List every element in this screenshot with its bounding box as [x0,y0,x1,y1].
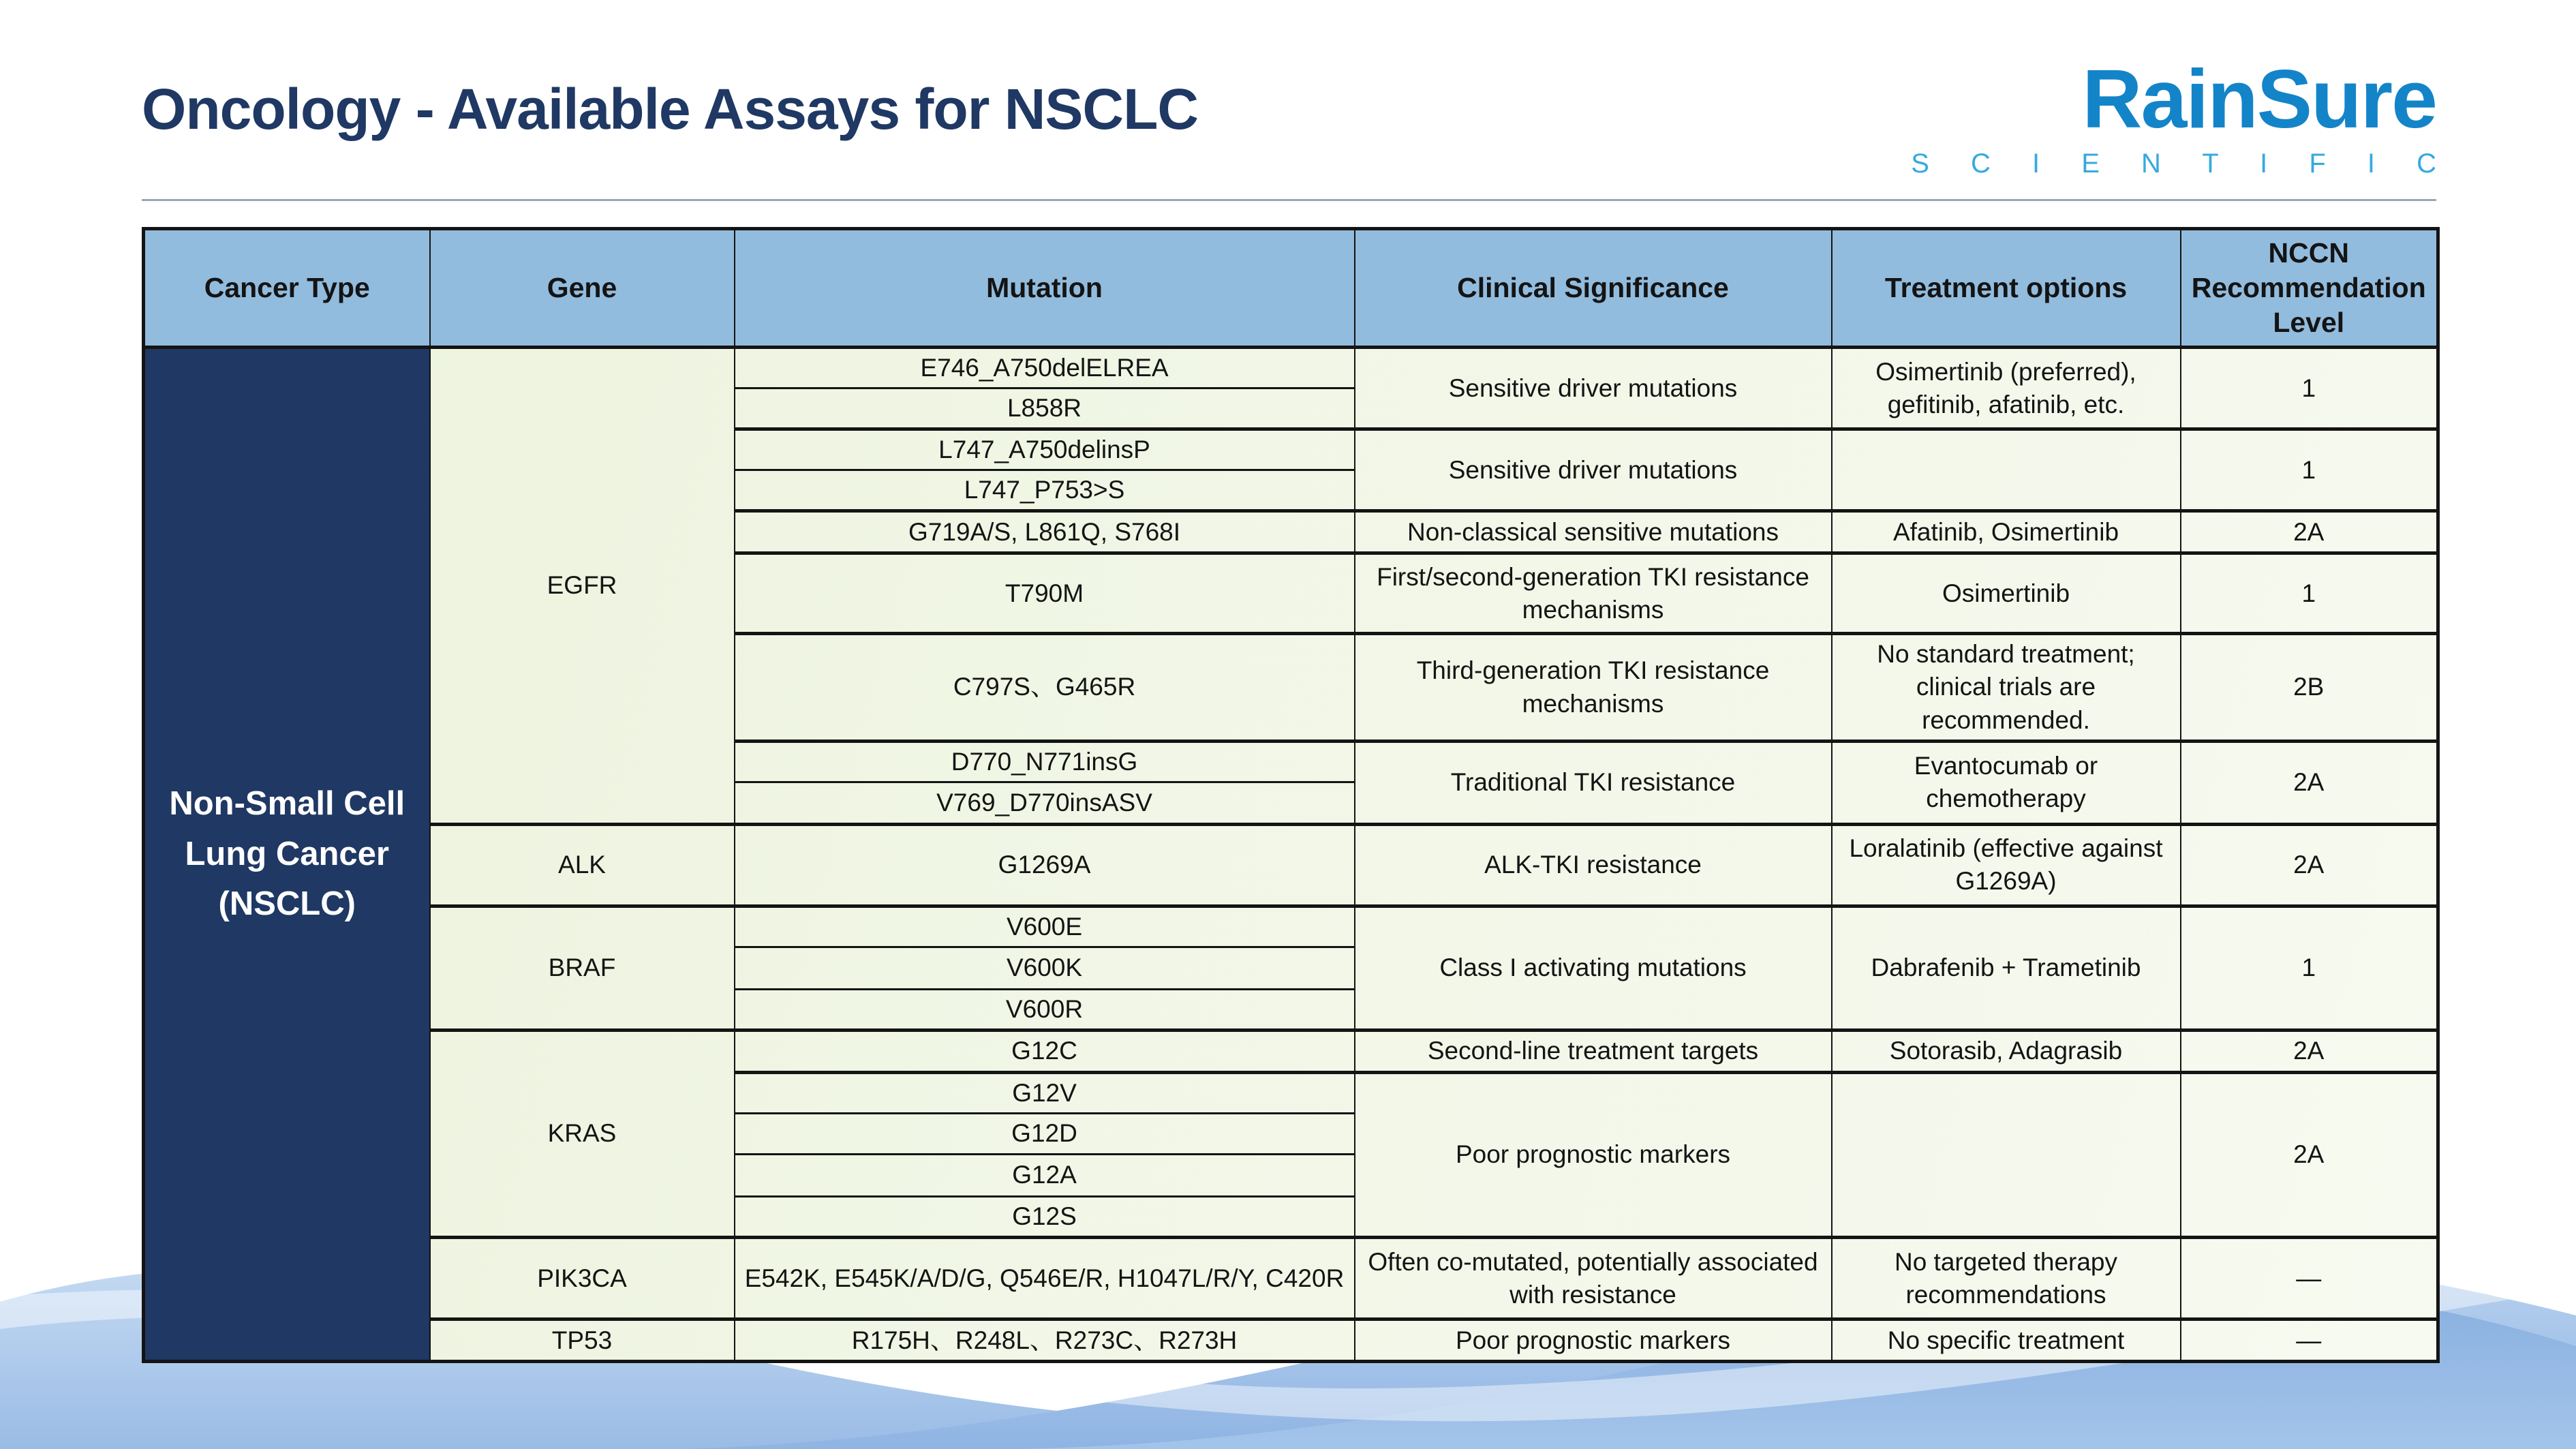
clinical-significance-cell: ALK-TKI resistance [1355,824,1832,906]
treatment-options-cell: Evantocumab or chemotherapy [1832,741,2181,824]
treatment-options-cell [1832,429,2181,511]
treatment-options-cell: Sotorasib, Adagrasib [1832,1030,2181,1072]
header-row [144,229,2438,348]
nccn-level-cell: 1 [2181,553,2438,634]
treatment-options-cell: Loralatinib (effective against G1269A) [1832,824,2181,906]
mutation-cell: V769_D770insASV [735,782,1355,824]
nccn-level-cell: 2A [2181,511,2438,553]
mutation-cell: E542K, E545K/A/D/G, Q546E/R, H1047L/R/Y, C420R [735,1238,1355,1320]
treatment-options-cell: Afatinib, Osimertinib [1832,511,2181,553]
table-row [144,906,2438,947]
clinical-significance-cell: Often co-mutated, potentially associated with resistance [1355,1238,1832,1320]
nccn-level-cell: 2A [2181,824,2438,906]
nccn-level-cell: 2A [2181,741,2438,824]
clinical-significance-cell: Second-line treatment targets [1355,1030,1832,1072]
clinical-significance-cell: Class I activating mutations [1355,906,1832,1030]
header-clinical-significance: Clinical Significance [1355,229,1832,348]
clinical-significance-cell: Poor prognostic markers [1355,1072,1832,1237]
mutation-cell: E746_A750delELREA [735,348,1355,388]
treatment-options-cell: No targeted therapy recommendations [1832,1238,2181,1320]
header-gene: Gene [430,229,735,348]
clinical-significance-cell: Traditional TKI resistance [1355,741,1832,824]
header-cancer-type: Cancer Type [144,229,430,348]
treatment-options-cell: Osimertinib (preferred), gefitinib, afatinib, etc. [1832,348,2181,429]
mutation-cell: G12S [735,1197,1355,1238]
mutation-cell: T790M [735,553,1355,634]
gene-cell: BRAF [430,906,735,1030]
header-nccn-level: NCCN Recommendation Level [2181,229,2438,348]
nccn-level-cell: — [2181,1238,2438,1320]
mutation-cell: R175H、R248L、R273C、R273H [735,1320,1355,1362]
clinical-significance-cell: Poor prognostic markers [1355,1320,1832,1362]
clinical-significance-cell: Third-generation TKI resistance mechanisms [1355,634,1832,741]
mutation-cell: G719A/S, L861Q, S768I [735,511,1355,553]
treatment-options-cell: No specific treatment [1832,1320,2181,1362]
nccn-level-cell: 2A [2181,1072,2438,1237]
gene-cell: EGFR [430,348,735,825]
mutation-cell: V600K [735,947,1355,989]
clinical-significance-cell: First/second-generation TKI resistance mechanisms [1355,553,1832,634]
table-row [144,348,2438,388]
treatment-options-cell: No standard treatment; clinical trials are recommended. [1832,634,2181,741]
mutation-cell: G1269A [735,824,1355,906]
mutation-cell: G12C [735,1030,1355,1072]
table-row [144,824,2438,906]
gene-cell: ALK [430,824,735,906]
clinical-significance-cell: Sensitive driver mutations [1355,429,1832,511]
mutation-cell: D770_N771insG [735,741,1355,782]
clinical-significance-cell: Sensitive driver mutations [1355,348,1832,429]
nccn-level-cell: — [2181,1320,2438,1362]
gene-cell: PIK3CA [430,1238,735,1320]
mutation-cell: G12V [735,1072,1355,1113]
table-row [144,1320,2438,1362]
mutation-cell: V600R [735,989,1355,1030]
nccn-level-cell: 2A [2181,1030,2438,1072]
mutation-cell: C797S、G465R [735,634,1355,741]
mutation-cell: L858R [735,388,1355,429]
nccn-level-cell: 2B [2181,634,2438,741]
table-row [144,1238,2438,1320]
mutation-cell: L747_P753>S [735,470,1355,511]
header-treatment-options: Treatment options [1832,229,2181,348]
rainsure-logo [1911,52,2453,179]
gene-cell: KRAS [430,1030,735,1237]
mutation-cell: G12D [735,1114,1355,1155]
title-divider [142,199,2436,201]
page-title: Oncology - Available Assays for NSCLC [142,77,1199,141]
nccn-level-cell: 1 [2181,429,2438,511]
treatment-options-cell [1832,1072,2181,1237]
gene-cell: TP53 [430,1320,735,1362]
clinical-significance-cell: Non-classical sensitive mutations [1355,511,1832,553]
header-mutation: Mutation [735,229,1355,348]
treatment-options-cell: Dabrafenib + Trametinib [1832,906,2181,1030]
mutation-cell: G12A [735,1155,1355,1197]
mutation-cell: L747_A750delinsP [735,429,1355,470]
nccn-level-cell: 1 [2181,348,2438,429]
nccn-level-cell: 1 [2181,906,2438,1030]
mutation-cell: V600E [735,906,1355,947]
table-row [144,1030,2438,1072]
logo-wordmark: RainSure [2082,52,2436,145]
assay-table [142,227,2440,1363]
assay-table-container [142,227,2436,1363]
logo-tagline: S C I E N T I F I C [1911,149,2453,179]
treatment-options-cell: Osimertinib [1832,553,2181,634]
cancer-type-cell: Non-Small Cell Lung Cancer (NSCLC) [144,348,430,1362]
